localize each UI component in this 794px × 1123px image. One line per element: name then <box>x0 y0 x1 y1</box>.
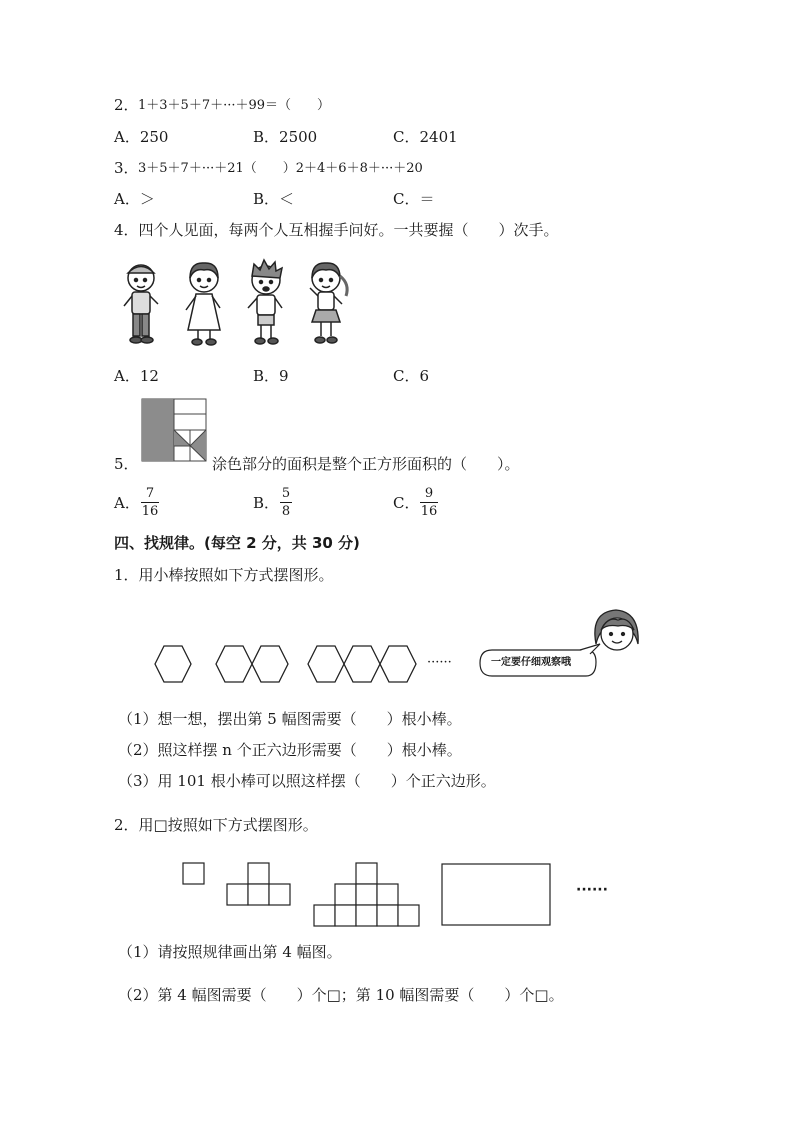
q2-option-c: C．2401 <box>393 128 458 146</box>
square-figure-1 <box>183 863 204 884</box>
problem-2-title: 2．用□按照如下方式摆图形。 <box>114 816 318 834</box>
hexagon-figure-2 <box>216 646 288 682</box>
girl-face-icon <box>595 610 638 650</box>
child-girl-dress-icon <box>186 263 220 345</box>
drawing-area-figure-4 <box>442 864 550 925</box>
section-four-title: 四、找规律。(每空 2 分，共 30 分) <box>114 534 360 552</box>
q3-number: 3． <box>114 159 139 177</box>
fraction-denominator: 16 <box>420 504 438 519</box>
hexagon-pattern-figure <box>150 640 440 690</box>
q5-option-a-label: A． <box>114 494 140 512</box>
q4-option-a: A．12 <box>114 367 159 385</box>
q2-number: 2． <box>114 96 139 114</box>
problem-1-sub-2: （2）照这样摆 n 个正六边形需要（ ）根小棒。 <box>118 741 462 759</box>
q5-question: 涂色部分的面积是整个正方形面积的（ ）。 <box>212 455 520 473</box>
problem-1-sub-1: （1）想一想，摆出第 5 幅图需要（ ）根小棒。 <box>118 710 462 728</box>
speech-bubble-text: 一定要仔细观察哦 <box>491 657 571 668</box>
q3-option-c: C．＝ <box>393 190 435 208</box>
q4-option-c: C．6 <box>393 367 430 385</box>
fraction-denominator: 8 <box>281 504 291 519</box>
child-girl-pigtails-icon <box>310 263 347 343</box>
q3-option-a: A．＞ <box>114 190 155 208</box>
q5-number: 5． <box>114 455 139 473</box>
problem-2-ellipsis: ······ <box>576 882 608 898</box>
q2-option-b: B．2500 <box>253 128 318 146</box>
q5-option-b-label: B． <box>253 494 280 512</box>
q3-option-b: B．＜ <box>253 190 295 208</box>
fraction-numerator: 5 <box>281 486 291 501</box>
fraction-denominator: 16 <box>141 504 159 519</box>
square-figure-3 <box>314 863 419 926</box>
hexagon-figure-1 <box>155 646 191 682</box>
problem-2-sub-1: （1）请按照规律画出第 4 幅图。 <box>118 943 342 961</box>
q5-option-a-fraction <box>141 486 159 519</box>
q2-option-a: A．250 <box>114 128 169 146</box>
problem-1-sub-3: （3）用 101 根小棒可以照这样摆（ ）个正六边形。 <box>118 772 496 790</box>
child-boy-cap-icon <box>124 265 158 343</box>
square-pattern-figure <box>180 860 560 930</box>
problem-1-title: 1．用小棒按照如下方式摆图形。 <box>114 566 334 584</box>
four-children-illustration <box>114 258 364 350</box>
q2-expression: 1＋3＋5＋7＋···＋99＝（ ） <box>138 98 331 113</box>
problem-2-sub-2: （2）第 4 幅图需要（ ）个□；第 10 幅图需要（ ）个□。 <box>118 986 564 1004</box>
shaded-square-figure <box>141 398 207 462</box>
hexagon-figure-3 <box>308 646 416 682</box>
child-boy-spiky-icon <box>248 260 282 344</box>
q5-option-c-label: C． <box>393 494 420 512</box>
q3-comparison: 3＋5＋7＋···＋21（ ）2＋4＋6＋8＋···＋20 <box>138 161 423 176</box>
square-figure-2 <box>227 863 290 905</box>
fraction-numerator: 9 <box>424 486 434 501</box>
q5-option-c-fraction <box>420 486 438 519</box>
q5-option-b-fraction <box>280 486 292 519</box>
fraction-numerator: 7 <box>145 486 155 501</box>
problem-1-ellipsis: ······ <box>427 655 452 670</box>
q4-option-b: B．9 <box>253 367 289 385</box>
q4-question: 4．四个人见面，每两个人互相握手问好。一共要握（ ）次手。 <box>114 221 559 239</box>
